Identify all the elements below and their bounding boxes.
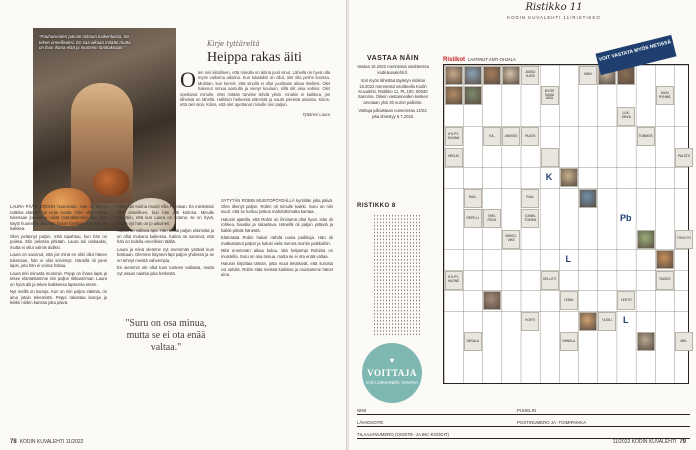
crossword-clue: VUOLI [598, 312, 616, 331]
crossword-brand: Ristikot [443, 57, 466, 63]
paragraph: Nyt meillä on kanoja. Kun on niin paljon eläimiä, on aina jotain tekemistä. Peppi rakastaa kanoja ja leikkii niiden kanssa joka päivä. [10, 289, 107, 305]
letter-signature: Tyttäresi Laura [302, 111, 330, 117]
crossword-clue: JASSU JUSSI [521, 66, 539, 85]
page-number: 79 [679, 439, 686, 445]
paragraph: Vastaa 16.2022 mennessä osoitteessa kodinkuvalehti.fi. [357, 64, 429, 75]
crossword-clue: LOMIN-TOINEN [521, 209, 539, 228]
crossword-header [443, 57, 516, 63]
crossword-picture-clue [579, 189, 597, 208]
crossword-clue: RUOSI [521, 127, 539, 146]
paragraph: Elämässä Robin halusi nähdä uusia paikkoja. Hän oli matkustanut paljon ja halusi vielä mennä moniin paikkoihin. [221, 235, 333, 246]
article-headline: Heippa rakas äiti [207, 50, 302, 65]
answer-instructions [357, 56, 429, 122]
page-number: 78 [10, 439, 17, 445]
photo-caption: "Pauhaiseiden päivän mittaan kaikenlaista. Se tekee onnelliseksi. En saa aikaan mitään mutta on ihan ihana elää ja mummin fanittaksaan." [39, 34, 131, 51]
form-postal-label: POSTINUMERO JA -TOIMIPAIKKA [517, 420, 587, 425]
folio-text: KODIN KUVALEHTI 11/2022 [19, 439, 84, 445]
crossword-letter[interactable]: K [545, 171, 553, 182]
crossword-clue: LUK-SIKKA [617, 107, 635, 126]
crossword-letter[interactable]: L [565, 253, 571, 264]
crossword-clue: KYLPY-IKKUNA [445, 127, 463, 146]
crossword-letter[interactable]: Pb [620, 212, 632, 223]
folio-text: 11/2022 KODIN KUVALEHTI [612, 439, 677, 445]
crossword-clue: KUIN RYHMÄ [656, 86, 674, 105]
crossword-clue: ONNELA [560, 332, 578, 351]
paragraph: Kalina on valtava apu. Hän tietää paljon eläimistä ja on ollut mukana kaikessa. Kalina on sanonut, että hän on todella onnellinen täällä. [117, 228, 214, 244]
crossword-clue: REPE-LI [464, 209, 482, 228]
crossword-picture-clue [502, 66, 520, 85]
article-photo [33, 28, 176, 231]
form-row-name[interactable] [357, 408, 690, 415]
puzzle-title: Ristikko 11 [525, 2, 583, 13]
paragraph: SYTYTÄN ROBIN MUISTOPÖYDÄLLÄ kynttilän joka päivä. Olen itkenyt paljon. Robin oli minulle kaikki. Suru on niin suuri, että se tuntuu joskus mahdottomalta kantaa. [221, 198, 333, 214]
crossword-clue: LENNI [560, 291, 578, 310]
crossword-clue: ANIKSIS [502, 127, 520, 146]
puzzle-subtitle: KODIN KUVALEHTI 11/RISTIKKO [507, 15, 601, 20]
paragraph: En aiemmin ole ollut tuon tunteen vallassa, mutta nyt osaan nauttia joka hetkestä. [117, 265, 214, 276]
crossword-picture-clue [560, 168, 578, 187]
right-page [349, 0, 696, 450]
crossword-clue: KELLOTI [541, 271, 559, 290]
crossword-clue: MIKKO-VIKE [502, 230, 520, 249]
crossword-clue: HEN-KI [445, 148, 463, 167]
pull-quote-text: "Suru on osa minua, mutta se ei ota enää valtaa." [125, 318, 207, 353]
paragraph: Alka pian Kalina muutti Villa Purolaan. En mielestäni ollut onnellinen, kun hän jätti kotinsa. Minulle sanottiin, että kun Laura on kotona, se on hyvä, mutta nyt hän on jo aikuinen. [117, 204, 214, 226]
left-page [0, 0, 347, 450]
crossword-clue: TAUSIS [656, 271, 674, 290]
crossword-clue: RAA- [464, 189, 482, 208]
paragraph: Mitä enemmän aikaa kuluu, sitä helpompi Robinia on muistella. Suru on osa minua, mutta se ei ota enää valtaa. [221, 248, 333, 259]
crossword-clue: KA- [483, 127, 501, 146]
pull-quote [120, 318, 212, 354]
crossword-picture-clue [445, 66, 463, 85]
photo-hen [93, 168, 129, 196]
heart-icon: ♥ [389, 356, 395, 365]
crossword-picture-clue [637, 230, 655, 249]
form-name-label: NIMI [357, 408, 367, 413]
crossword-picture-clue [483, 291, 501, 310]
letter-story [180, 67, 330, 117]
crossword-clue [541, 148, 559, 167]
crossword-clue: TOMMOS [637, 127, 655, 146]
winner-name: EVA LOIKKANEN, VANTAA [366, 380, 418, 385]
article-column-1 [10, 204, 107, 308]
paragraph: Halusin kirjoittaa tämän, jotta muut tietäisivät, että surusta voi selvitä. Robin elää meissä kaikissa ja muistamme hänet aina. [221, 261, 333, 277]
article-column-2 [117, 204, 214, 278]
previous-puzzle-title: RISTIKKO 8 [357, 203, 396, 209]
form-address-label: LÄHIOSOITE [357, 420, 384, 425]
crossword-clue: PALSTA [675, 148, 693, 167]
crossword-picture-clue [579, 312, 597, 331]
form-row-address[interactable] [357, 420, 690, 427]
form-subscriber-label: TILAAJANUMERO (OSOITE- JA BIC-KOODIT) [357, 432, 449, 437]
crossword-letter[interactable]: L [623, 315, 629, 325]
crossword-clue: LEHTO [617, 291, 635, 310]
answer-online-ribbon: VOIT VASTATA MYÖS NETISSÄ [595, 35, 676, 75]
paragraph: LAURA PÄÄSI EROON huumeista. Hän on elänyt raittiina elämää nyt neljä vuotta. Olen ollut hänen tukenaan jokaisena niistä määrälllemme, kun hän käytti huumeita, kun hän halusi lopettaa, kun hän oli kaikkea. [10, 204, 107, 231]
crossword-clue: MYÖS SAMA ASIA [541, 86, 559, 105]
folio-left [10, 439, 83, 445]
crossword-picture-clue [445, 86, 463, 105]
form-phone-label: PUHELIN [517, 408, 537, 413]
answer-heading: VASTAA NÄIN [366, 55, 420, 62]
crossword-picture-clue [637, 332, 655, 351]
crossword-clue: TONY-FO [675, 230, 693, 249]
crossword-picture-clue [656, 250, 674, 269]
letter-text: len niin kiitollinen, että minulla on äitinä juuri sinut. Lähellä on hyvä olla myös vaikeina aikoina. Kun tukalakin on ollut, olet olla perhe koossa. Muistan, kun kerroit, että sinulla ei ollut juurikaan aikaa itsellesi. Olet hakenut minua aamulla ja vienyt kouluun, sillä olit aina valmis. Olet opettanut minulle, ettei mitään tarvitse tehdä yksin. Ainakin ei kaikkea, jos läheisiä on lähellä. Hallitset hetkessä elämistä ja nautit pienistä asioista. Kiitos, että olet sinä. Kiitos, että olet opettanut minulle niin paljon. [180, 70, 330, 108]
article-column-3 [221, 198, 333, 280]
crossword-picture-clue [464, 66, 482, 85]
paragraph: Laura ja minä olemme nyt enemmän ystäviä kuin koskaan. Olemme käyneet läpi paljon yhdessä ja se on tehnyt meistä vahvempia. [117, 246, 214, 263]
crossword-picture-clue [464, 86, 482, 105]
paragraph: Olen pelännyt paljon, mitä tapahtuu, kun hän on poissa. Elin pelossa pitkään. Laura tuli raskaaksi, mutta ei ollut valmis äidiksi. [10, 233, 107, 250]
winner-title: VOITTAJA [367, 368, 417, 378]
crossword-clue: KOHTI [521, 312, 539, 331]
form-row-subscriber[interactable] [357, 432, 690, 439]
crossword-clue: VARALA [464, 332, 482, 351]
crossword-grid[interactable] [443, 64, 689, 384]
previous-puzzle-solution [373, 214, 421, 336]
paragraph: Voit myös lähettää täytetyn ristikon 16.2022 mennessä osoitteella Kodin Kuvalehti, Ristikko 11, PL 100, 00040 Sanoma. Oikein vastanneiden kesken arvotaan yksi 30 euron palkinto. [357, 78, 429, 105]
crossword-credit: LAATINUT ANTI OHJALA [468, 57, 516, 62]
crossword-picture-clue [483, 66, 501, 85]
crossword-clue: MIK- [675, 332, 693, 351]
winner-badge [362, 343, 422, 403]
dropcap: O [180, 67, 196, 92]
article-kicker: Kirje tyttäreltä [207, 40, 260, 48]
crossword-clue: KYLPY-HUONE [445, 271, 463, 290]
paragraph: Laura on sanonut, että jos minä en olisi ollut hänen tukenaan, hän ei olisi selvinnyt. Hänellä oli pieni lapsi, jota hän ei voinut hoitaa. [10, 252, 107, 268]
crossword-clue: NÄIN [579, 66, 597, 85]
paragraph: Voittaja julkaistaan numerossa 14/22, joka ilmestyy 6.7.2022. [358, 108, 428, 119]
crossword-clue: VIIKI-REVÄ [483, 209, 501, 228]
crossword-clue: RUA- [521, 189, 539, 208]
paragraph: Laura teki minusta mummin. Peppi on ihana lapsi ja tekee elämästämme niin paljon rikkaamman. Laura on hyvä äiti ja tekee kaikkensa lapsensa eteen. [10, 270, 107, 287]
paragraph: Halusin ajatella, että Robin on ihmisenä ollut hyvä. Hän oli rohkea, hauska ja rakastava. Hänellä oli paljon ystäviä ja kaikki pitivät hänestä. [221, 216, 333, 233]
folio-right [613, 439, 686, 445]
